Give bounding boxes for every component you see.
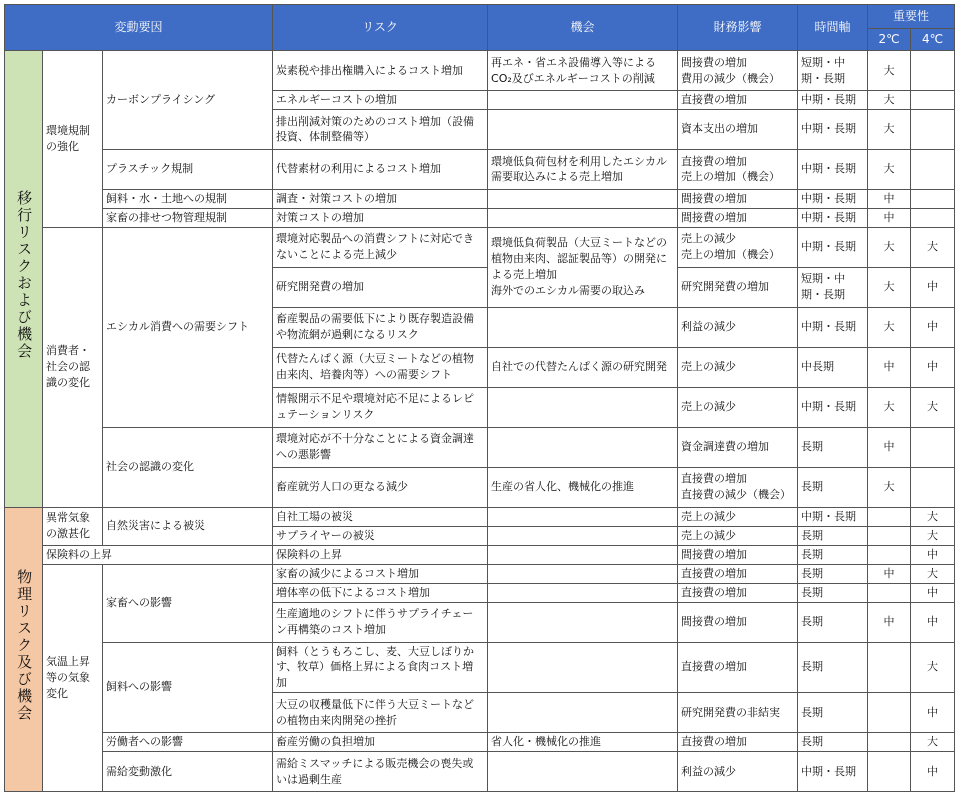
opportunity-cell	[488, 427, 678, 467]
factor-disaster: 自然災害による被災	[103, 507, 273, 545]
importance-c2-cell: 大	[868, 51, 911, 91]
risk-cell: 畜産就労人口の更なる減少	[273, 467, 488, 507]
header-opportunity: 機会	[488, 5, 678, 51]
financial-cell: 研究開発費の増加	[678, 267, 798, 307]
factor-demand: 需給変動激化	[103, 752, 273, 792]
risk-cell: 代替たんぱく源（大豆ミートなどの植物由来肉、培養肉等）への需要シフト	[273, 347, 488, 387]
time-cell: 中期・長期	[798, 507, 868, 526]
importance-c4-cell: 大	[911, 387, 955, 427]
risk-cell: 増体率の低下によるコスト増加	[273, 583, 488, 602]
sub-abnormal-weather: 異常気象の激甚化	[43, 507, 103, 545]
sub-consumer: 消費者・社会の認識の変化	[43, 227, 103, 507]
importance-c4-cell: 大	[911, 564, 955, 583]
category-transition-label: 移行リスクおよび機会	[15, 190, 34, 361]
financial-cell: 間接費の増加	[678, 189, 798, 208]
opportunity-cell	[488, 642, 678, 693]
opportunity-cell	[488, 545, 678, 564]
importance-c4-cell: 中	[911, 602, 955, 642]
sub-temperature: 気温上昇等の気象変化	[43, 564, 103, 792]
table-row	[5, 752, 955, 792]
category-physical	[5, 507, 43, 791]
importance-c2-cell: 大	[868, 109, 911, 149]
importance-c2-cell: 大	[868, 149, 911, 189]
table-row	[5, 149, 955, 189]
importance-c2-cell	[868, 583, 911, 602]
opportunity-cell	[488, 526, 678, 545]
factor-ethical: エシカル消費への需要シフト	[103, 227, 273, 427]
factor-plastic: プラスチック規制	[103, 149, 273, 189]
importance-c4-cell	[911, 208, 955, 227]
time-cell: 長期	[798, 602, 868, 642]
time-cell: 中期・長期	[798, 109, 868, 149]
opportunity-cell: 再エネ・省エネ設備導入等によるCO₂及びエネルギーコストの削減	[488, 51, 678, 91]
header-time: 時間軸	[798, 5, 868, 51]
factor-insurance: 保険料の上昇	[43, 545, 273, 564]
table-row	[5, 733, 955, 752]
risk-cell: 環境対応製品への消費シフトに対応できないことによる売上減少	[273, 227, 488, 267]
time-cell: 長期	[798, 545, 868, 564]
financial-cell: 資金調達費の増加	[678, 427, 798, 467]
opportunity-cell: 省人化・機械化の推進	[488, 733, 678, 752]
opportunity-cell: 環境低負荷包材を利用したエシカル需要取込みによる売上増加	[488, 149, 678, 189]
risk-cell: 畜産労働の負担増加	[273, 733, 488, 752]
opportunity-cell	[488, 693, 678, 733]
time-cell: 長期	[798, 642, 868, 693]
importance-c2-cell: 中	[868, 602, 911, 642]
opportunity-cell: 自社での代替たんぱく源の研究開発	[488, 347, 678, 387]
time-cell: 中期・長期	[798, 208, 868, 227]
financial-cell: 直接費の増加 売上の増加（機会）	[678, 149, 798, 189]
header-factor: 変動要因	[5, 5, 273, 51]
importance-c2-cell	[868, 693, 911, 733]
importance-c2-cell: 大	[868, 267, 911, 307]
time-cell: 中期・長期	[798, 752, 868, 792]
opportunity-cell	[488, 387, 678, 427]
importance-c2-cell	[868, 526, 911, 545]
time-cell: 長期	[798, 564, 868, 583]
opportunity-cell	[488, 752, 678, 792]
importance-c4-cell: 中	[911, 267, 955, 307]
factor-feed: 飼料への影響	[103, 642, 273, 733]
risk-cell: 情報開示不足や環境対応不足によるレピュテーションリスク	[273, 387, 488, 427]
financial-cell: 直接費の増加	[678, 733, 798, 752]
time-cell: 長期	[798, 733, 868, 752]
importance-c2-cell: 大	[868, 307, 911, 347]
risk-cell: エネルギーコストの増加	[273, 91, 488, 110]
sub-env-regulation: 環境規制の強化	[43, 51, 103, 228]
importance-c4-cell	[911, 149, 955, 189]
risk-cell: 保険料の上昇	[273, 545, 488, 564]
financial-cell: 直接費の増加	[678, 564, 798, 583]
importance-c4-cell: 大	[911, 507, 955, 526]
time-cell: 中期・長期	[798, 307, 868, 347]
importance-c2-cell	[868, 642, 911, 693]
factor-social: 社会の認識の変化	[103, 427, 273, 507]
importance-c2-cell: 中	[868, 208, 911, 227]
risk-cell: 環境対応が不十分なことによる資金調達への悪影響	[273, 427, 488, 467]
financial-cell: 直接費の増加	[678, 642, 798, 693]
risk-cell: 大豆の収穫量低下に伴う大豆ミートなどの植物由来肉開発の挫折	[273, 693, 488, 733]
importance-c4-cell: 大	[911, 733, 955, 752]
factor-carbon-pricing: カーボンプライシング	[103, 51, 273, 150]
factor-labor: 労働者への影響	[103, 733, 273, 752]
table-row	[5, 208, 955, 227]
time-cell: 長期	[798, 467, 868, 507]
importance-c2-cell: 中	[868, 427, 911, 467]
risk-cell: 代替素材の利用によるコスト増加	[273, 149, 488, 189]
opportunity-cell	[488, 564, 678, 583]
time-cell: 中期・長期	[798, 387, 868, 427]
importance-c2-cell	[868, 545, 911, 564]
category-physical-label: 物理リスク及び機会	[15, 569, 34, 723]
financial-cell: 間接費の増加	[678, 602, 798, 642]
table-row	[5, 227, 955, 267]
table-row	[5, 507, 955, 526]
importance-c4-cell: 中	[911, 347, 955, 387]
importance-c4-cell: 中	[911, 545, 955, 564]
importance-c2-cell: 中	[868, 189, 911, 208]
table-row	[5, 189, 955, 208]
importance-c2-cell: 大	[868, 387, 911, 427]
time-cell: 長期	[798, 526, 868, 545]
opportunity-cell	[488, 208, 678, 227]
header-2c: 2℃	[868, 29, 911, 51]
importance-c2-cell: 中	[868, 564, 911, 583]
financial-cell: 直接費の増加	[678, 583, 798, 602]
header-importance: 重要性	[868, 5, 955, 29]
time-cell: 短期・中期・長期	[798, 267, 868, 307]
climate-risk-table	[4, 4, 955, 792]
risk-cell: 需給ミスマッチによる販売機会の喪失或いは過剰生産	[273, 752, 488, 792]
time-cell: 中期・長期	[798, 227, 868, 267]
financial-cell: 利益の減少	[678, 307, 798, 347]
financial-cell: 間接費の増加	[678, 208, 798, 227]
financial-cell: 売上の減少	[678, 387, 798, 427]
importance-c2-cell	[868, 507, 911, 526]
financial-cell: 直接費の増加	[678, 91, 798, 110]
risk-cell: 自社工場の被災	[273, 507, 488, 526]
financial-cell: 間接費の増加	[678, 545, 798, 564]
financial-cell: 研究開発費の非結実	[678, 693, 798, 733]
opportunity-cell	[488, 583, 678, 602]
financial-cell: 売上の減少	[678, 347, 798, 387]
time-cell: 中長期	[798, 347, 868, 387]
importance-c2-cell: 大	[868, 91, 911, 110]
header-financial: 財務影響	[678, 5, 798, 51]
risk-cell: 対策コストの増加	[273, 208, 488, 227]
risk-cell: 排出削減対策のためのコスト増加（設備投資、体制整備等）	[273, 109, 488, 149]
time-cell: 長期	[798, 427, 868, 467]
opportunity-cell	[488, 507, 678, 526]
opportunity-cell	[488, 602, 678, 642]
risk-cell: 炭素税や排出権購入によるコスト増加	[273, 51, 488, 91]
financial-cell: 売上の減少 売上の増加（機会）	[678, 227, 798, 267]
importance-c4-cell: 中	[911, 583, 955, 602]
opportunity-cell	[488, 91, 678, 110]
risk-cell: 畜産製品の需要低下により既存製造設備や物流網が過剰になるリスク	[273, 307, 488, 347]
factor-feed-regulation: 飼料・水・土地への規制	[103, 189, 273, 208]
opportunity-cell: 環境低負荷製品（大豆ミートなどの植物由来肉、認証製品等）の開発による売上増加 海外でのエシカル需要の取込み	[488, 227, 678, 307]
time-cell: 中期・長期	[798, 149, 868, 189]
financial-cell: 売上の減少	[678, 526, 798, 545]
risk-cell: 調査・対策コストの増加	[273, 189, 488, 208]
time-cell: 長期	[798, 693, 868, 733]
importance-c4-cell	[911, 109, 955, 149]
financial-cell: 資本支出の増加	[678, 109, 798, 149]
importance-c4-cell	[911, 427, 955, 467]
risk-cell: 生産適地のシフトに伴うサプライチェーン再構築のコスト増加	[273, 602, 488, 642]
financial-cell: 利益の減少	[678, 752, 798, 792]
opportunity-cell	[488, 109, 678, 149]
importance-c4-cell	[911, 189, 955, 208]
risk-cell: 飼料（とうもろこし、麦、大豆しぼりかす、牧草）価格上昇による食肉コスト増加	[273, 642, 488, 693]
opportunity-cell	[488, 189, 678, 208]
importance-c2-cell: 大	[868, 467, 911, 507]
importance-c4-cell: 大	[911, 526, 955, 545]
importance-c4-cell: 大	[911, 227, 955, 267]
importance-c4-cell: 中	[911, 307, 955, 347]
table-row	[5, 51, 955, 91]
financial-cell: 直接費の増加 直接費の減少（機会）	[678, 467, 798, 507]
financial-cell: 間接費の増加 費用の減少（機会）	[678, 51, 798, 91]
table-row	[5, 545, 955, 564]
importance-c2-cell: 大	[868, 227, 911, 267]
financial-cell: 売上の減少	[678, 507, 798, 526]
importance-c2-cell: 中	[868, 347, 911, 387]
importance-c4-cell: 中	[911, 752, 955, 792]
opportunity-cell	[488, 307, 678, 347]
header-risk: リスク	[273, 5, 488, 51]
importance-c4-cell	[911, 467, 955, 507]
time-cell: 中期・長期	[798, 189, 868, 208]
factor-livestock: 家畜への影響	[103, 564, 273, 642]
time-cell: 中期・長期	[798, 91, 868, 110]
factor-manure: 家畜の排せつ物管理規制	[103, 208, 273, 227]
importance-c4-cell	[911, 51, 955, 91]
risk-cell: 家畜の減少によるコスト増加	[273, 564, 488, 583]
category-transition	[5, 51, 43, 508]
table-row	[5, 427, 955, 467]
importance-c4-cell: 大	[911, 642, 955, 693]
header-4c: 4℃	[911, 29, 955, 51]
table-row	[5, 642, 955, 693]
table-row	[5, 564, 955, 583]
importance-c2-cell	[868, 733, 911, 752]
importance-c4-cell: 中	[911, 693, 955, 733]
time-cell: 長期	[798, 583, 868, 602]
risk-cell: サプライヤーの被災	[273, 526, 488, 545]
risk-cell: 研究開発費の増加	[273, 267, 488, 307]
importance-c4-cell	[911, 91, 955, 110]
importance-c2-cell	[868, 752, 911, 792]
time-cell: 短期・中期・長期	[798, 51, 868, 91]
opportunity-cell: 生産の省人化、機械化の推進	[488, 467, 678, 507]
